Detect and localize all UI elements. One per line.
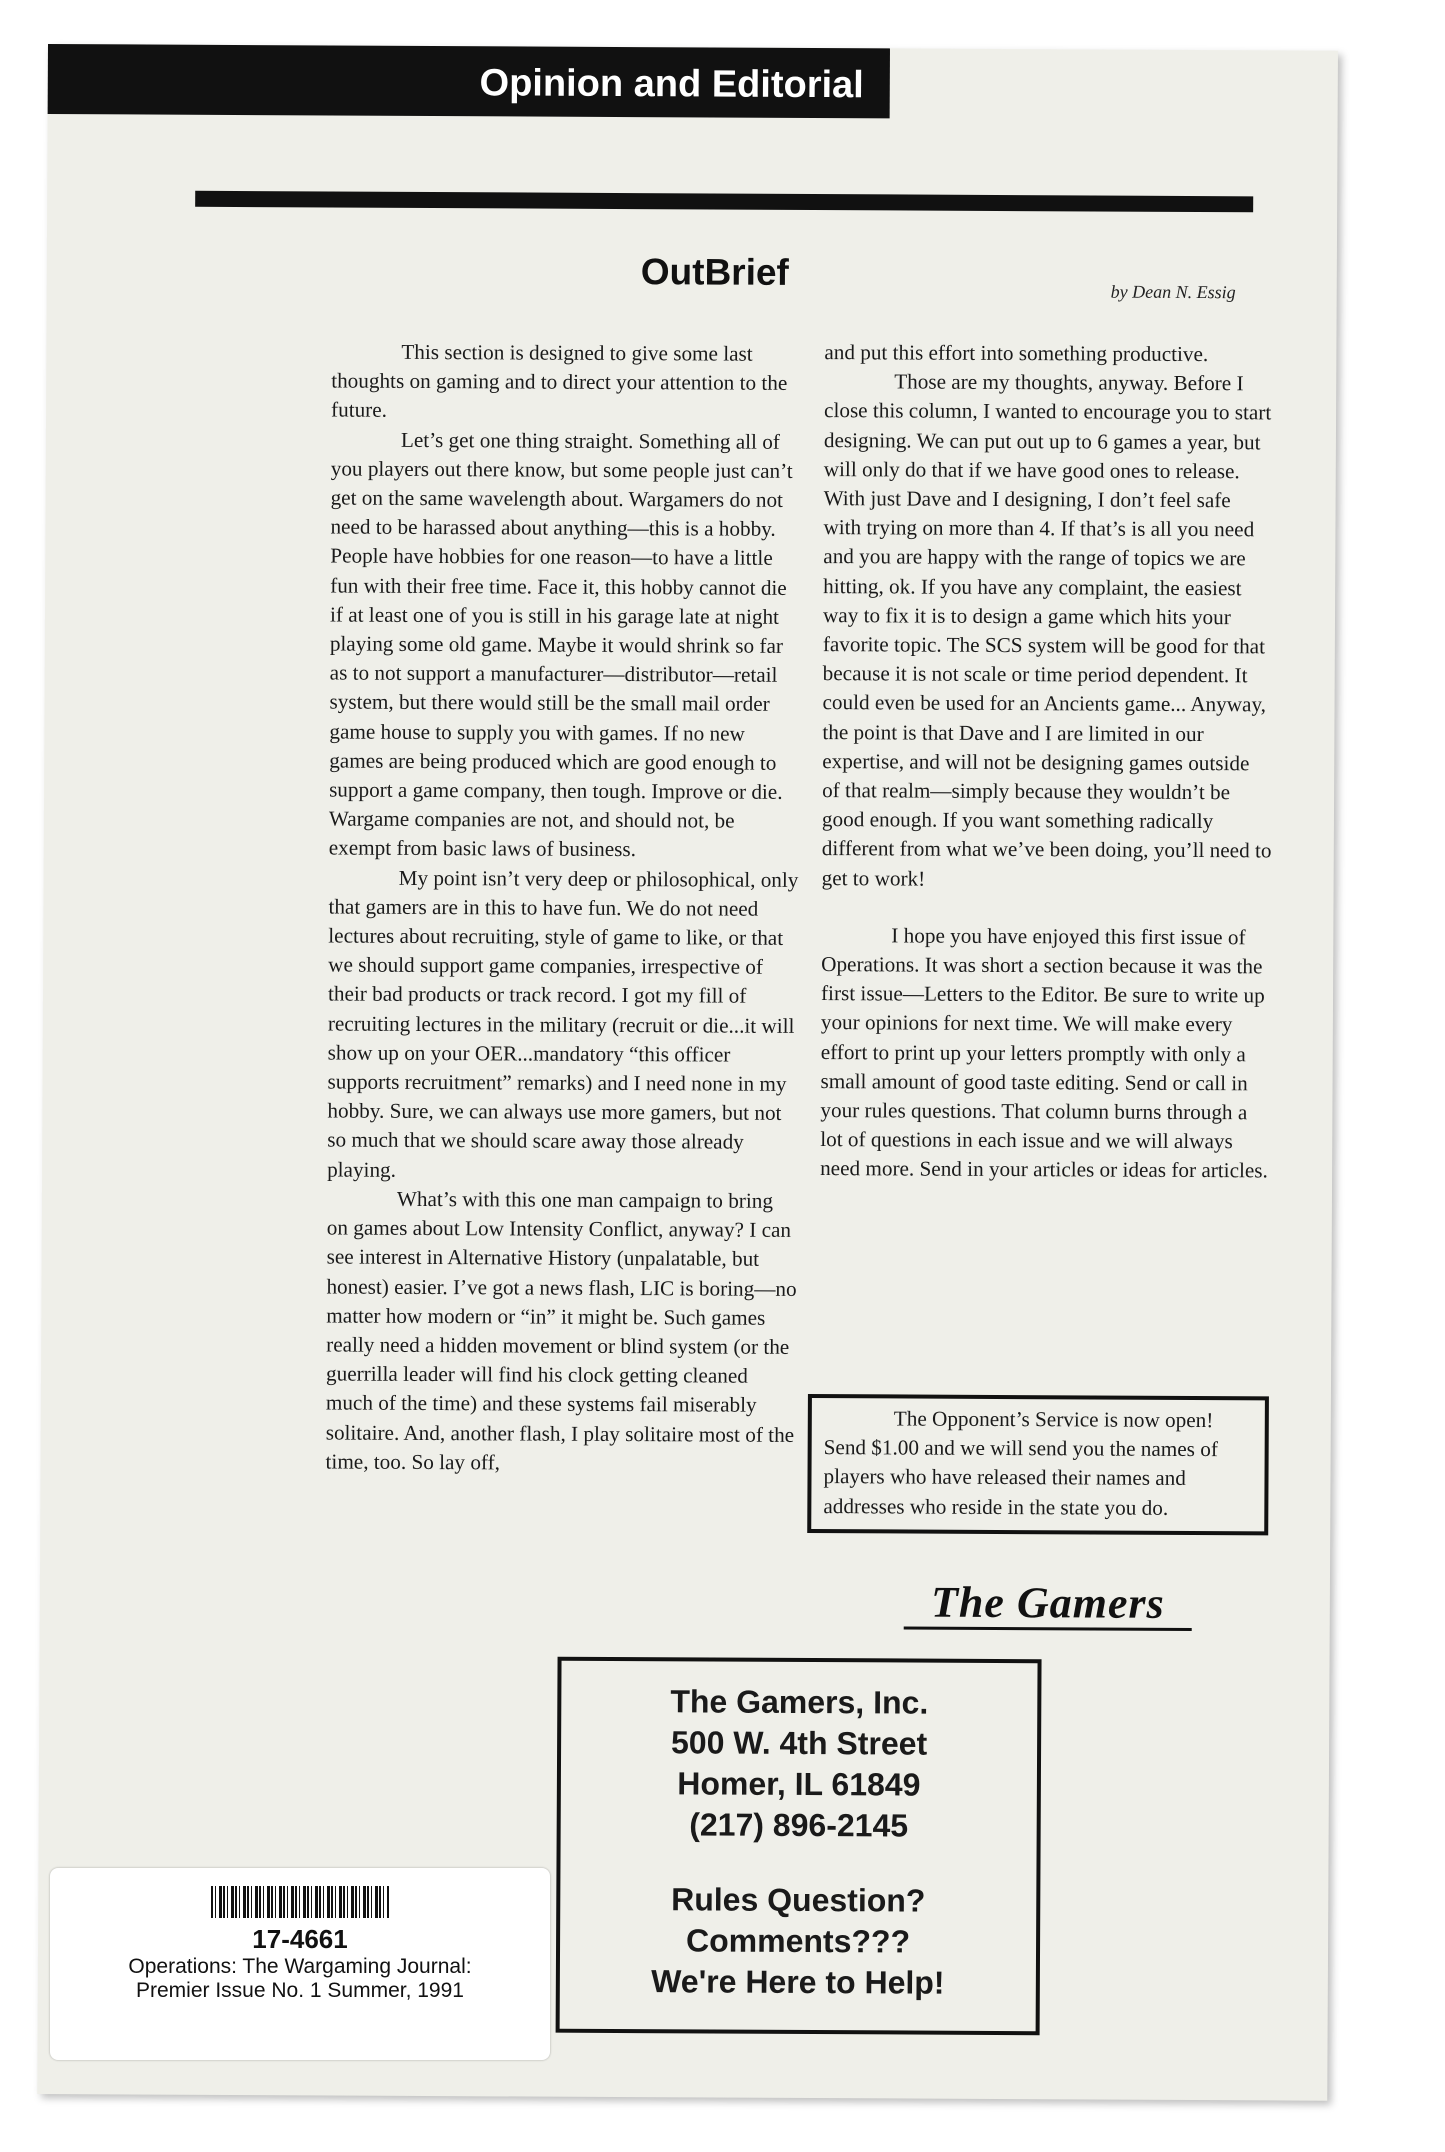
paragraph-gap — [821, 893, 1271, 923]
paragraph: Those are my thoughts, anyway. Before I close this column, I wanted to encourage you to start designing. We can put out up to 6 games a year, but will only do that if we have good ones to release. With just Dave and I designing, I don’t feel safe with trying on more than 4. If that’s is all you need and you are happy with the range of topics we are hitting, ok. If you have any complaint, the easiest way to fix it is to design a game which hits your favorite topic. The SCS system will be good for that because it is not scale or time period dependent. It could even be used for an Ancients game... Anyway, the point is that Dave and I are limited in our expertise, and will not be designing games outside of that realm—simply because they wouldn’t be good enough. If you want something radically different from what we’ve been doing, you’ll need to get to work! — [821, 369, 1272, 891]
street-address: 500 W. 4th Street — [670, 1724, 928, 1762]
sticker-id: 17-4661 — [252, 1924, 348, 1954]
spacer — [560, 1845, 1036, 1881]
article-title: OutBrief — [640, 251, 789, 293]
sticker-line-1: Operations: The Wargaming Journal: — [128, 1955, 472, 1978]
article-column-1 — [326, 337, 804, 1478]
opponents-service-box — [807, 1394, 1269, 1535]
company-name: The Gamers, Inc. — [670, 1683, 929, 1721]
paragraph: What’s with this one man campaign to bring on games about Low Intensity Conflict, anyway? I can see interest in Alternative History (unpalatable, but honest) easier. I’ve got a news flash, LIC is boring—no matter how modern or “in” it might be. Such games really need a hidden movement or blind system (or the guerrilla leader will find his clock getting cleaned much of the time) and these systems fail miserably solitaire. And, another flash, I play solitaire most of the time, too. So lay off, — [325, 1186, 797, 1475]
magazine-page — [37, 44, 1338, 2101]
help-line-2: Comments??? — [685, 1922, 911, 1960]
paragraph: Let’s get one thing straight. Something all of you players out there know, but some people just can’t get on the same wavelength about. Wargamers do not need to be harassed about anything—this is a hobby. People have hobbies for one reason—to have a little fun with their free time. Face it, this hobby cannot die if at least one of you is still in his garage late at night playing some old game. Maybe it would shrink so far as to not support a manufacturer—distributor—retail system, but there would still be the small mail order game house to supply you with games. If no new games are being produced which are good enough to support a game company, then tough. Improve or die. Wargame companies are not, and should not, be exempt from basic laws of business. — [328, 427, 793, 862]
help-line-3: We're Here to Help! — [651, 1963, 945, 2001]
article-column-2 — [820, 338, 1274, 1186]
barcode-icon — [211, 1886, 389, 1918]
contact-box — [556, 1657, 1042, 2036]
the-gamers-logo: The Gamers — [904, 1579, 1192, 1632]
phone-number: (217) 896-2145 — [689, 1806, 909, 1844]
city-state-zip: Homer, IL 61849 — [677, 1765, 921, 1803]
article-byline: by Dean N. Essig — [1110, 281, 1236, 303]
title-rule — [195, 191, 1253, 213]
box-text: The Opponent’s Service is now open! Send $1.00 and we will send you the names of players who have released their names and addresses who reside in the state you do. — [823, 1406, 1218, 1520]
paragraph: I hope you have enjoyed this first issue of Operations. It was short a section because it was the first issue—Letters to the Editor. Be sure to write up your opinions for next time. We will make every effort to print up your letters promptly with only a small amount of good taste editing. Send or call in your rules questions. That column burns through a lot of questions in each issue and we will always need more. Send in your articles or ideas for articles. — [820, 923, 1268, 1183]
paragraph: My point isn’t very deep or philosophical, only that gamers are in this to have fun. We do not need lectures about recruiting, style of game to like, or that we should support game companies, irrespective of their bad products or track record. I got my fill of recruiting lectures in the military (recruit or die...it will show up on your OER...mandatory “this officer supports recruitment” remarks) and I need none in my hobby. Sure, we can always use more gamers, but not so much that we should scare away those already playing. — [327, 865, 799, 1182]
sticker-line-2: Premier Issue No. 1 Summer, 1991 — [136, 1979, 464, 2002]
paragraph: and put this effort into something productive. — [824, 340, 1209, 367]
paragraph: This section is designed to give some last thoughts on gaming and to direct your attention to the future. — [331, 339, 788, 423]
help-line-1: Rules Question? — [671, 1881, 926, 1919]
catalog-sticker — [50, 1868, 550, 2060]
section-header: Opinion and Editorial — [48, 44, 890, 118]
